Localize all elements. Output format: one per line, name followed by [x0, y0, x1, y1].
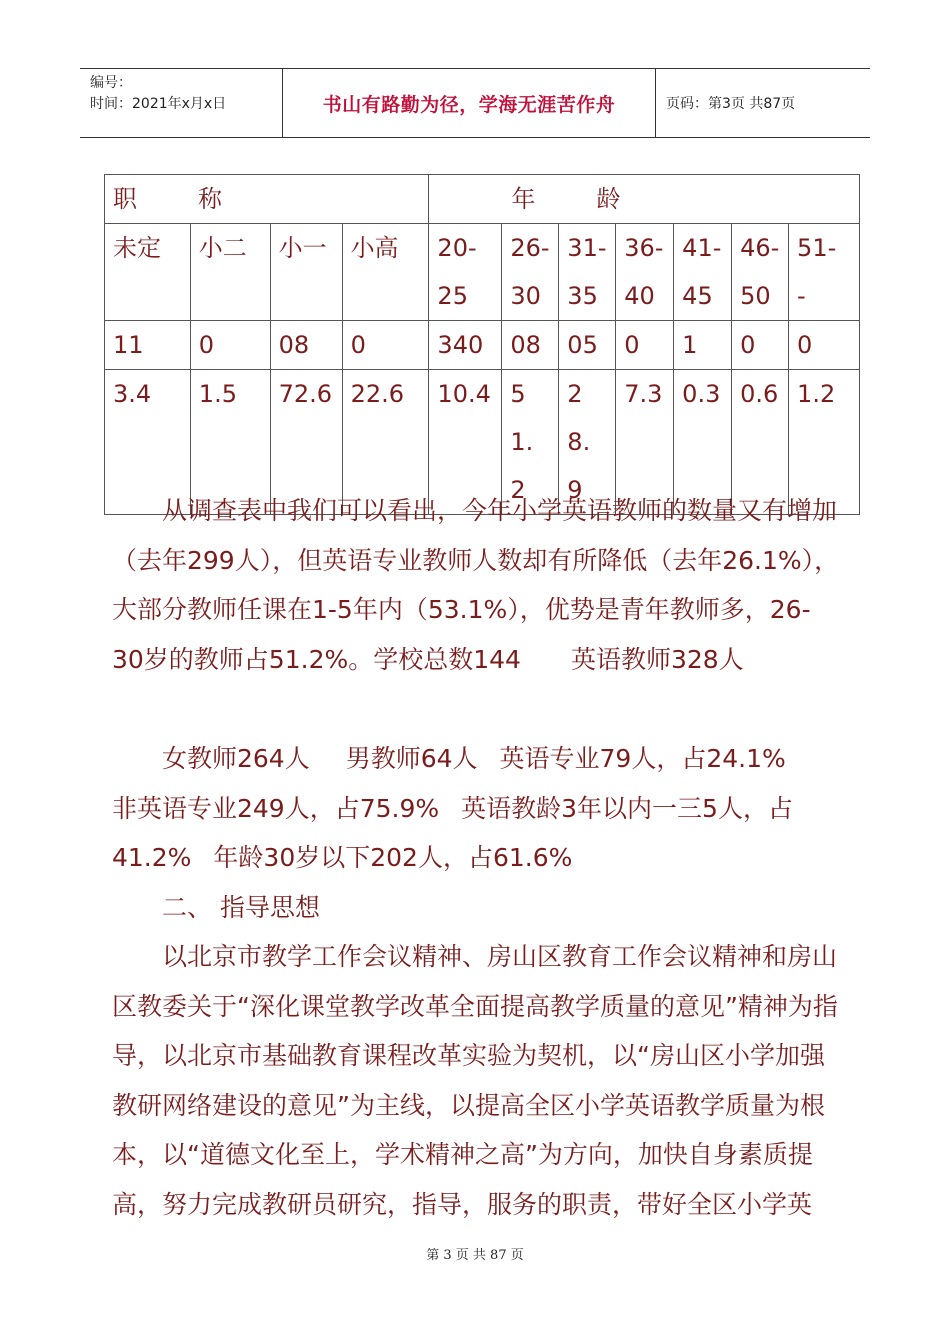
table-cell: 08 — [270, 321, 342, 370]
survey-paragraph: 从调查表中我们可以看出，今年小学英语教师的数量又有增加（去年299人），但英语专业教师人数却有所降低（去年26.1%），大部分教师任课在1-5年内（53.1%），优势是青年教师多，26-30岁的教师占51.2%。学校总数144 英语教师328人 — [112, 496, 840, 674]
column-header: 未定 — [105, 224, 191, 321]
table-cell: 51.2 — [502, 370, 559, 515]
stat-teaching-years-pct: 41.2% — [112, 843, 192, 873]
table-cell: 0 — [789, 321, 860, 370]
teacher-stats-paragraph — [112, 734, 842, 883]
table-cell: 3.4 — [105, 370, 191, 515]
table-cell: 0 — [190, 321, 270, 370]
table-cell: 7.3 — [616, 370, 674, 515]
stat-male: 男教师64人 — [345, 744, 478, 773]
table-cell: 08 — [502, 321, 559, 370]
group-title-age: 年 龄 — [429, 175, 860, 224]
table-cell: 11 — [105, 321, 191, 370]
table-group-header-row — [105, 175, 860, 224]
column-header: 小高 — [342, 224, 429, 321]
header-motto-cell — [282, 69, 656, 137]
table-cell: 0 — [732, 321, 789, 370]
stats-line-3 — [112, 833, 842, 883]
header-meta — [80, 69, 280, 137]
table-cell: 0.6 — [732, 370, 789, 515]
table-cell: 1 — [674, 321, 732, 370]
teacher-stats-table — [104, 174, 860, 515]
table-cell: 0 — [342, 321, 429, 370]
table-row-counts — [105, 321, 860, 370]
table-column-header-row — [105, 224, 860, 321]
stat-teaching-years: 英语教龄3年以内一三5人，占 — [461, 793, 793, 823]
time-label: 时间：2021年x月x日 — [90, 96, 227, 112]
table-cell: 05 — [559, 321, 616, 370]
section-heading: 二、 指导思想 — [162, 893, 320, 922]
table-cell: 1.2 — [789, 370, 860, 515]
column-header: 小一 — [270, 224, 342, 321]
header-motto: 书山有路勤为径，学海无涯苦作舟 — [322, 93, 616, 116]
header-page-label: 页码：第3页 共87页 — [666, 96, 796, 112]
stats-line-2 — [112, 784, 842, 834]
table-cell: 72.6 — [270, 370, 342, 515]
table-cell: 0.3 — [674, 370, 732, 515]
column-header: 41-45 — [674, 224, 732, 321]
table-cell: 1.5 — [190, 370, 270, 515]
column-header: 36-40 — [616, 224, 674, 321]
column-header: 小二 — [190, 224, 270, 321]
stats-line-1 — [112, 734, 842, 784]
page-footer: 第 3 页 共 87 页 — [426, 1248, 524, 1263]
table-cell: 0 — [616, 321, 674, 370]
table-cell: 22.6 — [342, 370, 429, 515]
stat-english-major: 英语专业79人，占24.1% — [499, 744, 786, 773]
guiding-thought-paragraph: 以北京市教学工作会议精神、房山区教育工作会议精神和房山区教委关于“深化课堂教学改革全面提高教学质量的意见”精神为指导，以北京市基础教育课程改革实验为契机，以“房山区小学加强教研网络建设的意见”为主线，以提高全区小学英语教学质量为根本，以“道德文化至上，学术精神之高”为方向，加快自身素质提高，努力完成教研员研究，指导，服务的职责，带好全区小学英 — [112, 942, 838, 1219]
column-header: 31-35 — [559, 224, 616, 321]
group-title-rank: 职 称 — [105, 175, 429, 224]
column-header: 20-25 — [429, 224, 502, 321]
table-cell: 28.9 — [559, 370, 616, 515]
number-label: 编号： — [90, 75, 132, 91]
column-header: 26-30 — [502, 224, 559, 321]
stat-female: 女教师264人 — [162, 744, 310, 773]
column-header: 46-50 — [732, 224, 789, 321]
page-header — [80, 68, 870, 138]
table-cell: 10.4 — [429, 370, 502, 515]
table-cell: 340 — [429, 321, 502, 370]
stat-age-under-30: 年龄30岁以下202人，占61.6% — [213, 843, 573, 873]
stat-non-english-major: 非英语专业249人，占75.9% — [112, 793, 440, 823]
column-header: 51-- — [789, 224, 860, 321]
